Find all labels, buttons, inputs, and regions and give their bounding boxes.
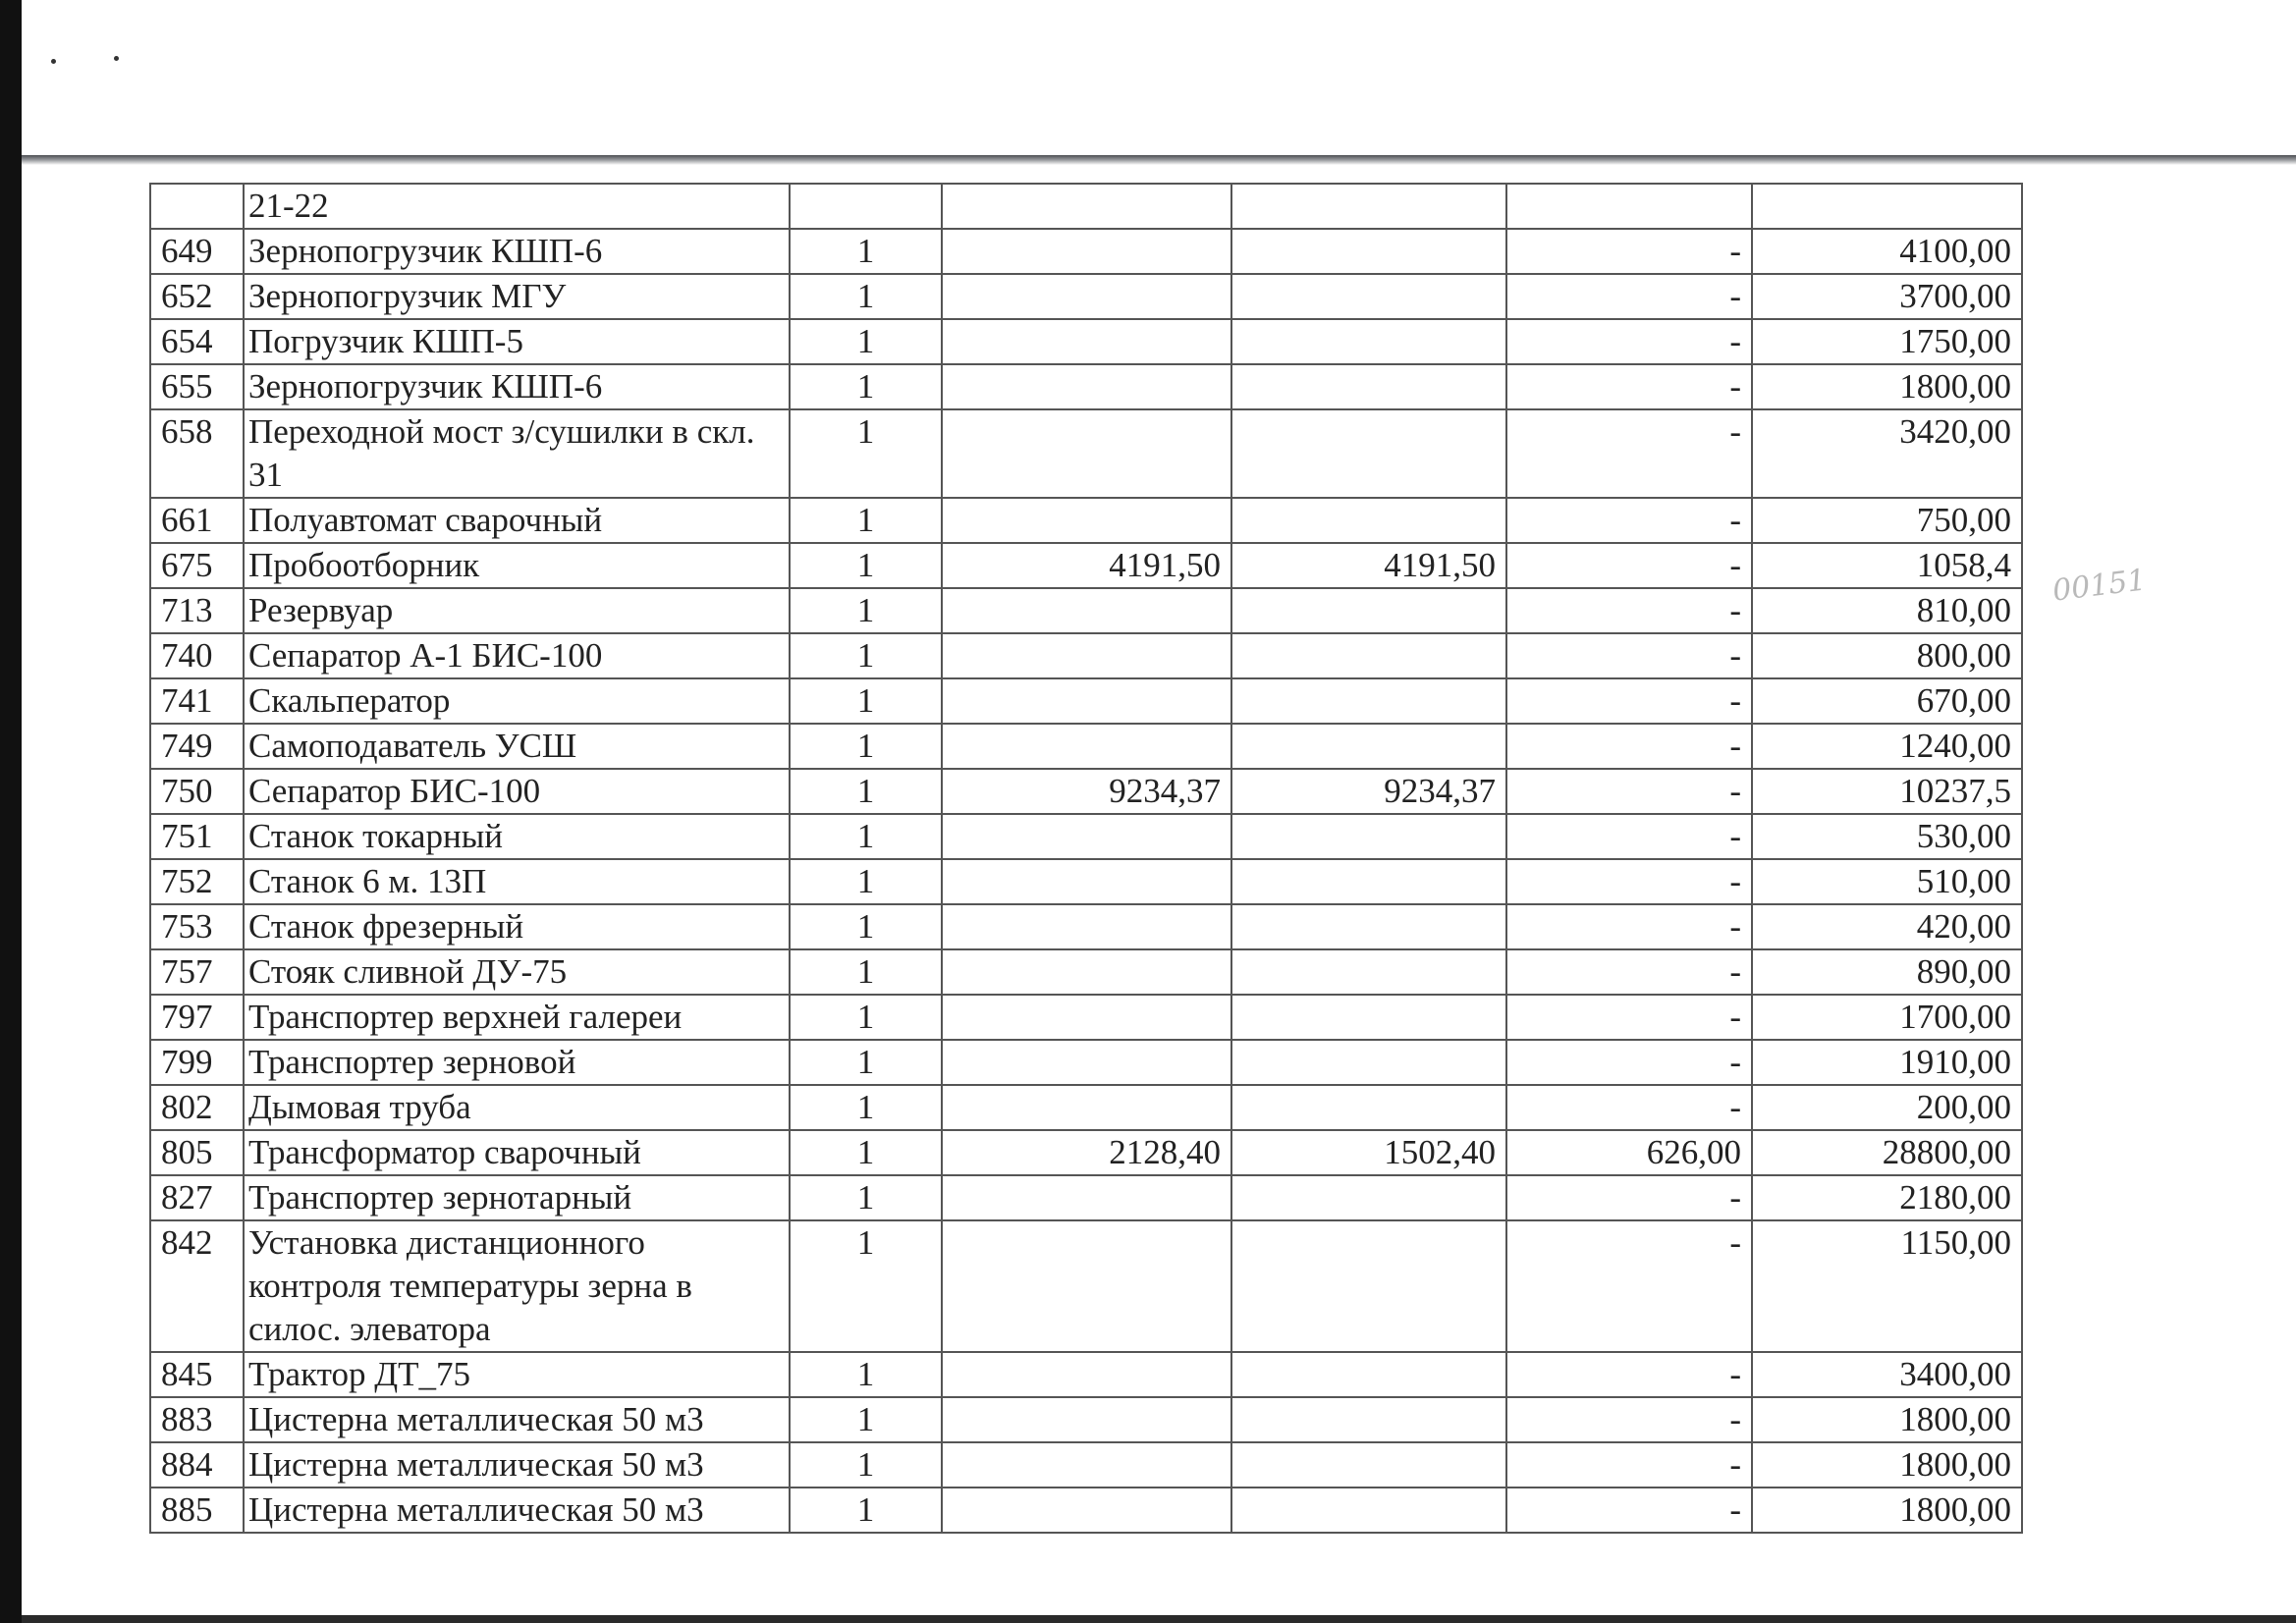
item-value-4: 4100,00 <box>1752 229 2022 274</box>
item-value-4: 1750,00 <box>1752 319 2022 364</box>
item-number: 797 <box>150 995 244 1040</box>
item-value-3: - <box>1506 724 1752 769</box>
item-number: 658 <box>150 409 244 498</box>
item-number: 884 <box>150 1442 244 1488</box>
item-number: 675 <box>150 543 244 588</box>
item-number: 741 <box>150 678 244 724</box>
item-value-3: - <box>1506 274 1752 319</box>
item-name: Погрузчик КШП-5 <box>244 319 790 364</box>
item-value-3: - <box>1506 364 1752 409</box>
item-name: 21-22 <box>244 184 790 229</box>
table-row <box>150 904 2022 949</box>
item-quantity: 1 <box>790 229 942 274</box>
table-row <box>150 814 2022 859</box>
item-value-3: - <box>1506 319 1752 364</box>
table-row <box>150 1488 2022 1533</box>
item-number: 885 <box>150 1488 244 1533</box>
item-value-3: - <box>1506 904 1752 949</box>
item-value-1 <box>942 588 1231 633</box>
item-quantity: 1 <box>790 633 942 678</box>
item-value-4: 530,00 <box>1752 814 2022 859</box>
item-number: 799 <box>150 1040 244 1085</box>
item-value-4: 800,00 <box>1752 633 2022 678</box>
item-value-2 <box>1231 1175 1506 1220</box>
item-name: Цистерна металлическая 50 м3 <box>244 1488 790 1533</box>
table-row <box>150 995 2022 1040</box>
scan-speck <box>51 59 56 64</box>
table-row <box>150 633 2022 678</box>
item-number: 805 <box>150 1130 244 1175</box>
item-quantity: 1 <box>790 1220 942 1352</box>
item-value-1 <box>942 859 1231 904</box>
item-value-2 <box>1231 1442 1506 1488</box>
item-value-3: - <box>1506 769 1752 814</box>
item-value-1 <box>942 995 1231 1040</box>
table-row <box>150 1130 2022 1175</box>
item-value-2: 4191,50 <box>1231 543 1506 588</box>
item-value-1 <box>942 949 1231 995</box>
table-row <box>150 1352 2022 1397</box>
item-value-4: 670,00 <box>1752 678 2022 724</box>
item-quantity: 1 <box>790 1352 942 1397</box>
item-value-4: 1800,00 <box>1752 1488 2022 1533</box>
table-row <box>150 859 2022 904</box>
item-name: Цистерна металлическая 50 м3 <box>244 1397 790 1442</box>
table-row <box>150 1085 2022 1130</box>
item-value-2 <box>1231 274 1506 319</box>
inventory-table <box>149 183 2023 1534</box>
item-quantity: 1 <box>790 724 942 769</box>
item-value-3: - <box>1506 1085 1752 1130</box>
item-value-1 <box>942 409 1231 498</box>
item-value-2 <box>1231 1397 1506 1442</box>
item-value-4 <box>1752 184 2022 229</box>
item-quantity: 1 <box>790 949 942 995</box>
scan-fold-shadow <box>22 155 2296 165</box>
item-value-1: 4191,50 <box>942 543 1231 588</box>
item-value-3: - <box>1506 814 1752 859</box>
item-value-2 <box>1231 995 1506 1040</box>
item-name: Станок токарный <box>244 814 790 859</box>
item-quantity: 1 <box>790 1175 942 1220</box>
item-quantity: 1 <box>790 498 942 543</box>
item-quantity: 1 <box>790 409 942 498</box>
item-value-4: 420,00 <box>1752 904 2022 949</box>
table-row <box>150 274 2022 319</box>
table-row <box>150 769 2022 814</box>
item-value-1 <box>942 678 1231 724</box>
item-value-3: - <box>1506 1397 1752 1442</box>
item-value-2 <box>1231 1085 1506 1130</box>
item-value-2 <box>1231 814 1506 859</box>
item-value-3: - <box>1506 409 1752 498</box>
item-value-2 <box>1231 229 1506 274</box>
item-value-3: - <box>1506 1220 1752 1352</box>
item-name: Станок фрезерный <box>244 904 790 949</box>
item-quantity: 1 <box>790 588 942 633</box>
item-quantity: 1 <box>790 1040 942 1085</box>
item-value-1: 2128,40 <box>942 1130 1231 1175</box>
item-value-1 <box>942 184 1231 229</box>
item-quantity: 1 <box>790 274 942 319</box>
item-value-1 <box>942 724 1231 769</box>
item-quantity: 1 <box>790 678 942 724</box>
item-name: Зернопогрузчик МГУ <box>244 274 790 319</box>
item-value-2 <box>1231 409 1506 498</box>
item-quantity <box>790 184 942 229</box>
item-value-4: 2180,00 <box>1752 1175 2022 1220</box>
item-quantity: 1 <box>790 364 942 409</box>
table-row <box>150 1175 2022 1220</box>
item-quantity: 1 <box>790 814 942 859</box>
item-value-1 <box>942 633 1231 678</box>
item-number: 649 <box>150 229 244 274</box>
item-quantity: 1 <box>790 859 942 904</box>
item-name: Транспортер верхней галереи <box>244 995 790 1040</box>
item-value-2 <box>1231 949 1506 995</box>
item-value-1 <box>942 1488 1231 1533</box>
item-number: 713 <box>150 588 244 633</box>
item-value-1 <box>942 319 1231 364</box>
item-quantity: 1 <box>790 1442 942 1488</box>
item-value-3: - <box>1506 498 1752 543</box>
item-quantity: 1 <box>790 769 942 814</box>
item-number: 750 <box>150 769 244 814</box>
item-name: Цистерна металлическая 50 м3 <box>244 1442 790 1488</box>
item-value-1 <box>942 1220 1231 1352</box>
table-row <box>150 588 2022 633</box>
item-value-4: 1800,00 <box>1752 1397 2022 1442</box>
item-value-3: - <box>1506 229 1752 274</box>
item-value-3: - <box>1506 859 1752 904</box>
item-name: Переходной мост з/сушилки в скл. 31 <box>244 409 790 498</box>
item-value-4: 1058,4 <box>1752 543 2022 588</box>
item-value-1 <box>942 1175 1231 1220</box>
item-quantity: 1 <box>790 995 942 1040</box>
item-value-1 <box>942 1085 1231 1130</box>
item-value-1 <box>942 274 1231 319</box>
item-number: 757 <box>150 949 244 995</box>
item-quantity: 1 <box>790 1397 942 1442</box>
item-value-3: - <box>1506 588 1752 633</box>
item-value-2 <box>1231 1220 1506 1352</box>
item-value-4: 1800,00 <box>1752 364 2022 409</box>
item-value-2 <box>1231 859 1506 904</box>
item-value-3: - <box>1506 1352 1752 1397</box>
item-value-3: - <box>1506 949 1752 995</box>
item-value-1 <box>942 229 1231 274</box>
item-name: Резервуар <box>244 588 790 633</box>
table-row <box>150 364 2022 409</box>
item-value-3: - <box>1506 543 1752 588</box>
item-number: 740 <box>150 633 244 678</box>
item-value-4: 1150,00 <box>1752 1220 2022 1352</box>
item-name: Стояк сливной ДУ-75 <box>244 949 790 995</box>
item-value-4: 510,00 <box>1752 859 2022 904</box>
item-value-2 <box>1231 678 1506 724</box>
item-value-1 <box>942 814 1231 859</box>
item-number: 655 <box>150 364 244 409</box>
table-row <box>150 409 2022 498</box>
item-number: 751 <box>150 814 244 859</box>
item-value-1 <box>942 1352 1231 1397</box>
item-value-3: - <box>1506 678 1752 724</box>
table-row <box>150 678 2022 724</box>
item-value-4: 200,00 <box>1752 1085 2022 1130</box>
item-value-4: 1910,00 <box>1752 1040 2022 1085</box>
item-number: 752 <box>150 859 244 904</box>
item-value-4: 10237,5 <box>1752 769 2022 814</box>
table-row <box>150 1397 2022 1442</box>
item-value-4: 1240,00 <box>1752 724 2022 769</box>
item-value-3: - <box>1506 1175 1752 1220</box>
scan-bottom-edge <box>22 1615 2296 1623</box>
item-name: Транспортер зерновой <box>244 1040 790 1085</box>
item-quantity: 1 <box>790 319 942 364</box>
item-quantity: 1 <box>790 543 942 588</box>
item-name: Скальператор <box>244 678 790 724</box>
item-value-3: - <box>1506 1488 1752 1533</box>
item-value-3: - <box>1506 995 1752 1040</box>
item-value-4: 3420,00 <box>1752 409 2022 498</box>
table-row <box>150 1040 2022 1085</box>
item-value-1 <box>942 364 1231 409</box>
item-number: 749 <box>150 724 244 769</box>
item-value-3: - <box>1506 633 1752 678</box>
item-value-1 <box>942 1397 1231 1442</box>
item-value-4: 890,00 <box>1752 949 2022 995</box>
item-number: 652 <box>150 274 244 319</box>
item-value-2 <box>1231 633 1506 678</box>
table-row <box>150 949 2022 995</box>
item-name: Полуавтомат сварочный <box>244 498 790 543</box>
item-number: 753 <box>150 904 244 949</box>
item-value-2 <box>1231 319 1506 364</box>
handwritten-note: 00151 <box>2050 563 2149 609</box>
item-value-4: 3400,00 <box>1752 1352 2022 1397</box>
item-name: Трактор ДТ_75 <box>244 1352 790 1397</box>
item-value-2 <box>1231 184 1506 229</box>
item-value-2 <box>1231 1352 1506 1397</box>
table-row <box>150 229 2022 274</box>
item-value-2 <box>1231 1040 1506 1085</box>
item-value-2: 1502,40 <box>1231 1130 1506 1175</box>
item-value-4: 750,00 <box>1752 498 2022 543</box>
item-quantity: 1 <box>790 904 942 949</box>
item-number: 883 <box>150 1397 244 1442</box>
item-name: Транспортер зернотарный <box>244 1175 790 1220</box>
item-value-2 <box>1231 724 1506 769</box>
item-value-4: 28800,00 <box>1752 1130 2022 1175</box>
item-name: Установка дистанционного контроля температуры зерна в силос. элеватора <box>244 1220 790 1352</box>
item-name: Пробоотборник <box>244 543 790 588</box>
table-row <box>150 498 2022 543</box>
item-value-2: 9234,37 <box>1231 769 1506 814</box>
item-number: 827 <box>150 1175 244 1220</box>
item-number: 661 <box>150 498 244 543</box>
item-value-1 <box>942 498 1231 543</box>
item-name: Зернопогрузчик КШП-6 <box>244 364 790 409</box>
item-value-2 <box>1231 498 1506 543</box>
item-value-4: 1800,00 <box>1752 1442 2022 1488</box>
item-quantity: 1 <box>790 1130 942 1175</box>
item-value-1 <box>942 1442 1231 1488</box>
item-quantity: 1 <box>790 1085 942 1130</box>
item-value-2 <box>1231 588 1506 633</box>
table-header-continuation-row <box>150 184 2022 229</box>
item-value-2 <box>1231 1488 1506 1533</box>
item-name: Дымовая труба <box>244 1085 790 1130</box>
item-value-1: 9234,37 <box>942 769 1231 814</box>
item-number: 845 <box>150 1352 244 1397</box>
inventory-table-body <box>150 184 2022 1533</box>
item-value-1 <box>942 904 1231 949</box>
item-value-3 <box>1506 184 1752 229</box>
item-name: Станок 6 м. 13П <box>244 859 790 904</box>
item-number <box>150 184 244 229</box>
item-value-2 <box>1231 904 1506 949</box>
scan-left-edge <box>0 0 22 1623</box>
table-row <box>150 1442 2022 1488</box>
item-quantity: 1 <box>790 1488 942 1533</box>
item-value-3: - <box>1506 1442 1752 1488</box>
table-row <box>150 1220 2022 1352</box>
table-row <box>150 319 2022 364</box>
item-name: Сепаратор А-1 БИС-100 <box>244 633 790 678</box>
item-value-3: 626,00 <box>1506 1130 1752 1175</box>
item-number: 842 <box>150 1220 244 1352</box>
item-value-4: 1700,00 <box>1752 995 2022 1040</box>
scan-speck <box>114 56 119 61</box>
item-name: Зернопогрузчик КШП-6 <box>244 229 790 274</box>
item-name: Сепаратор БИС-100 <box>244 769 790 814</box>
item-value-4: 810,00 <box>1752 588 2022 633</box>
item-number: 802 <box>150 1085 244 1130</box>
item-value-2 <box>1231 364 1506 409</box>
item-number: 654 <box>150 319 244 364</box>
item-value-3: - <box>1506 1040 1752 1085</box>
item-value-4: 3700,00 <box>1752 274 2022 319</box>
item-name: Трансформатор сварочный <box>244 1130 790 1175</box>
table-row <box>150 724 2022 769</box>
table-row <box>150 543 2022 588</box>
item-name: Самоподаватель УСШ <box>244 724 790 769</box>
item-value-1 <box>942 1040 1231 1085</box>
